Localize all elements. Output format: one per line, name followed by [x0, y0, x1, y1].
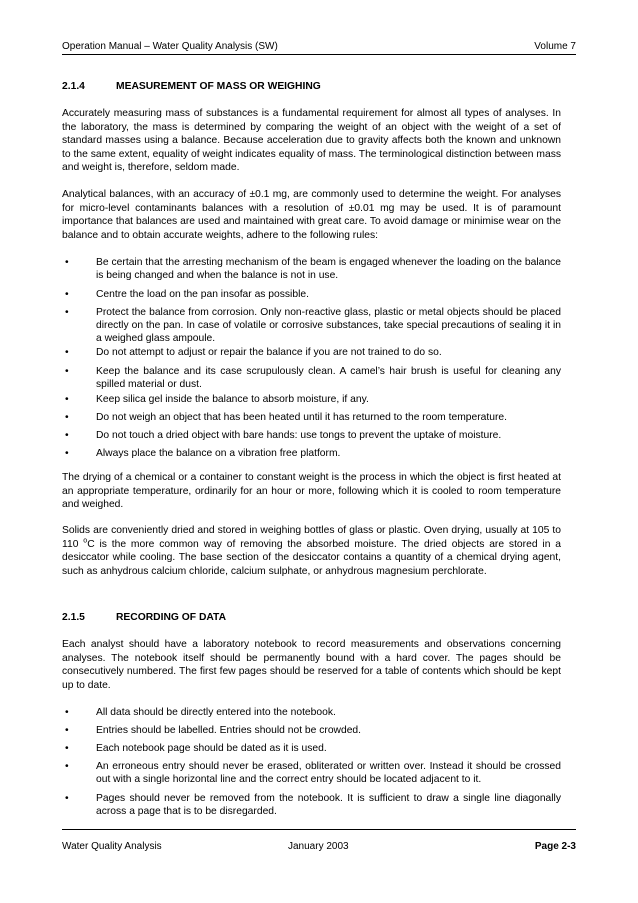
bullet-icon: • [65, 347, 69, 358]
header-volume: Volume 7 [534, 41, 576, 52]
paragraph-analytical-balances: Analytical balances, with an accuracy of ±0.1 mg, are commonly used to determine the weight. For analyses for micro-level contaminants balances with a resolution of ±0.01 mg may be used. It is of paramount importance that balances are used and maintained with great care. To avoid damage or minimise wear on the balance and to obtain accurate weights, adhere to the following rules: [62, 189, 561, 241]
paragraph-mass-intro: Accurately measuring mass of substances is a fundamental requirement for almost all types of analyses. In the laboratory, the mass is determined by comparing the weight of an object with the weight of a set of standard masses using a balance. Because acceleration due to gravity affects both the known and unknown to the same extent, equality of weight indicates equality of mass. The terminological distinction between mass and weight is, therefore, seldom made. [62, 108, 561, 173]
list-item: • Pages should never be removed from the notebook. It is sufficient to draw a single line diagonally across a page that is to be disregarded. [65, 793, 561, 817]
list-item: • Keep silica gel inside the balance to absorb moisture, if any. [65, 394, 369, 405]
bullet-icon: • [65, 448, 69, 459]
list-item: • Keep the balance and its case scrupulously clean. A camel’s hair brush is useful for cleaning any spilled material or dust. [65, 366, 561, 390]
bullet-icon: • [65, 430, 69, 441]
footer-page-number: Page 2-3 [534, 841, 576, 852]
list-item: • Protect the balance from corrosion. Only non-reactive glass, plastic or metal objects should be placed directly on the pan. In case of volatile or corrosive substances, take special precautions of sealing it in a weighed glass ampoule. [65, 307, 561, 344]
list-item: • Be certain that the arresting mechanism of the beam is engaged whenever the loading on the balance is being changed and when the balance is not in use. [65, 257, 561, 281]
bullet-icon: • [65, 743, 69, 754]
list-item: • An erroneous entry should never be erased, obliterated or written over. Instead it should be crossed out with a single horizontal line and the correct entry should be located adjacent to it. [65, 761, 561, 785]
bullet-icon: • [65, 793, 69, 804]
list-item: • Do not touch a dried object with bare hands: use tongs to prevent the uptake of moisture. [65, 430, 502, 441]
bullet-icon: • [65, 366, 69, 377]
bullet-icon: • [65, 307, 69, 318]
bullet-icon: • [65, 394, 69, 405]
bullet-icon: • [65, 761, 69, 772]
paragraph-notebook: Each analyst should have a laboratory notebook to record measurements and observations concerning analyses. The notebook itself should be permanently bound with a hard cover. The pages should be consecutively numbered. The first few pages should be reserved for a table of contents which should be kept up to date. [62, 639, 561, 691]
list-item: • Do not attempt to adjust or repair the balance if you are not trained to do so. [65, 347, 442, 358]
footer-date: January 2003 [288, 841, 349, 852]
list-item: • Do not weigh an object that has been heated until it has returned to the room temperature. [65, 412, 507, 423]
list-item: • Entries should be labelled. Entries should not be crowded. [65, 725, 362, 736]
page-header [62, 38, 576, 55]
list-item: • Always place the balance on a vibration free platform. [65, 448, 341, 459]
section-heading-recording [62, 612, 226, 623]
bullet-icon: • [65, 412, 69, 423]
degree-superscript: o [83, 537, 88, 545]
page-footer [62, 829, 576, 850]
list-item: • All data should be directly entered into the notebook. [65, 707, 336, 718]
footer-document-title: Water Quality Analysis [62, 841, 162, 852]
section-title: MEASUREMENT OF MASS OR WEIGHING [116, 81, 321, 92]
bullet-icon: • [65, 707, 69, 718]
list-item: • Each notebook page should be dated as it is used. [65, 743, 327, 754]
section-number: 2.1.4 [62, 81, 85, 92]
section-heading-measurement [62, 81, 321, 92]
list-item: • Centre the load on the pan insofar as possible. [65, 289, 309, 300]
bullet-icon: • [65, 257, 69, 268]
bullet-icon: • [65, 725, 69, 736]
paragraph-desiccator: Solids are conveniently dried and stored in weighing bottles of glass or plastic. Oven drying, usually at 105 to 110 $^o$C is the more common way of removing the absorbed moisture. The dried objects are stored in a desiccator while cooling. The base section of the desiccator contains a quantity of a chemical drying agent, such as anhydrous calcium chloride, calcium sulphate, or anhydrous magnesium perchlorate. [62, 525, 561, 577]
section-number: 2.1.5 [62, 612, 85, 623]
header-manual-title: Operation Manual – Water Quality Analysis (SW) [62, 41, 278, 52]
section-title: RECORDING OF DATA [116, 612, 227, 623]
bullet-icon: • [65, 289, 69, 300]
paragraph-drying: The drying of a chemical or a container to constant weight is the process in which the object is first heated at an appropriate temperature, ordinarily for an hour or more, following which it is cooled to room temperature and weighed. [62, 472, 561, 510]
